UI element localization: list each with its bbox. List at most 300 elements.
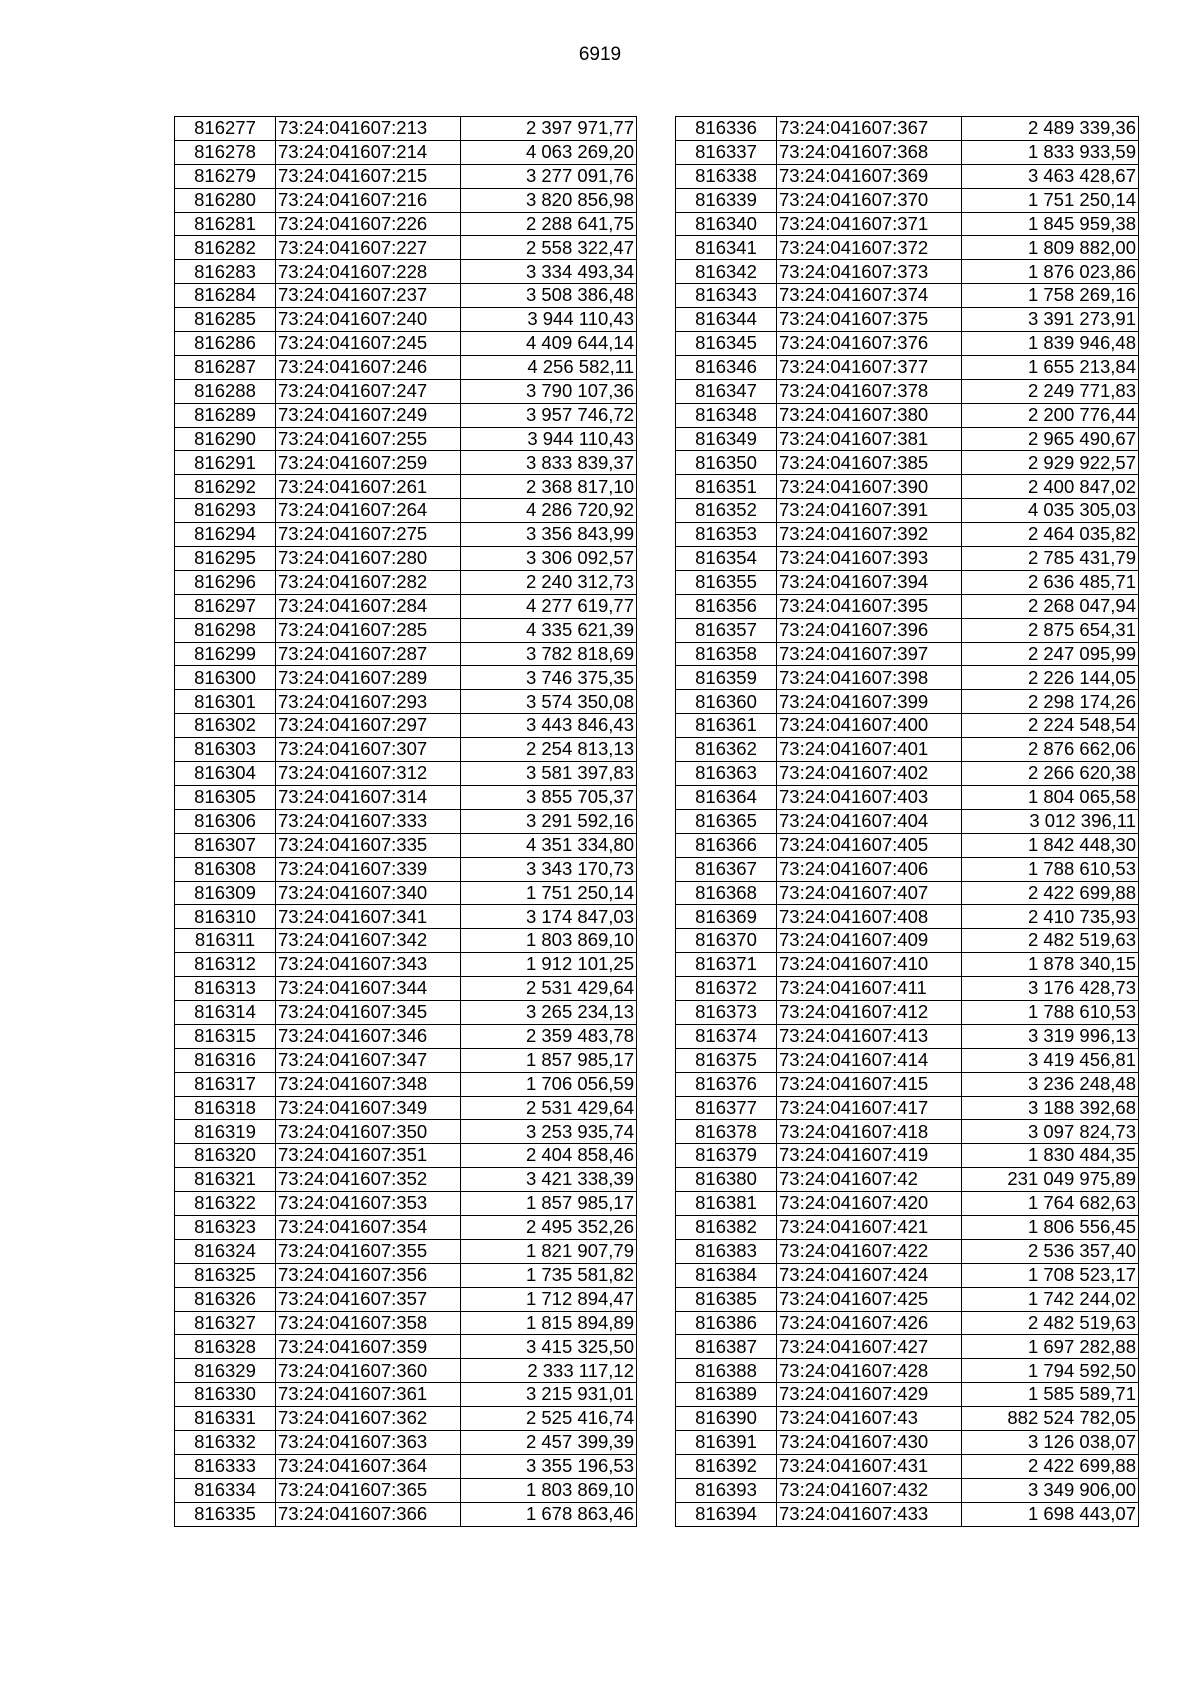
table-row [676, 1239, 1139, 1263]
cell-record-number: 816363 [676, 762, 777, 786]
cell-value: 1 706 056,59 [461, 1072, 637, 1096]
cell-cadastral-number: 73:24:041607:342 [276, 929, 461, 953]
table-row [676, 594, 1139, 618]
table-row [676, 953, 1139, 977]
cell-cadastral-number: 73:24:041607:363 [276, 1430, 461, 1454]
cell-record-number: 816382 [676, 1215, 777, 1239]
cell-record-number: 816314 [175, 1000, 276, 1024]
cell-record-number: 816329 [175, 1359, 276, 1383]
table-row [676, 188, 1139, 212]
cell-value: 3 574 350,08 [461, 690, 637, 714]
cell-cadastral-number: 73:24:041607:347 [276, 1048, 461, 1072]
table-row [175, 499, 637, 523]
cell-cadastral-number: 73:24:041607:255 [276, 427, 461, 451]
cell-value: 3 833 839,37 [461, 451, 637, 475]
cell-value: 1 698 443,07 [962, 1502, 1139, 1526]
cell-value: 3 415 325,50 [461, 1335, 637, 1359]
cell-record-number: 816378 [676, 1120, 777, 1144]
cell-value: 2 457 399,39 [461, 1430, 637, 1454]
table-row [676, 881, 1139, 905]
table-row [676, 690, 1139, 714]
cell-cadastral-number: 73:24:041607:215 [276, 164, 461, 188]
cell-value: 882 524 782,05 [962, 1407, 1139, 1431]
cell-value: 4 035 305,03 [962, 499, 1139, 523]
cell-value: 3 319 996,13 [962, 1024, 1139, 1048]
table-row [676, 1096, 1139, 1120]
cell-record-number: 816359 [676, 666, 777, 690]
table-row [676, 379, 1139, 403]
table-row [175, 117, 637, 141]
table-row [175, 188, 637, 212]
table-row [175, 1335, 637, 1359]
cell-record-number: 816310 [175, 905, 276, 929]
cell-cadastral-number: 73:24:041607:42 [777, 1168, 962, 1192]
cell-record-number: 816313 [175, 977, 276, 1001]
table-row [175, 260, 637, 284]
cell-cadastral-number: 73:24:041607:360 [276, 1359, 461, 1383]
table-left [174, 116, 637, 1527]
cell-value: 3 957 746,72 [461, 403, 637, 427]
table-row [676, 929, 1139, 953]
cell-value: 3 265 234,13 [461, 1000, 637, 1024]
cell-value: 1 697 282,88 [962, 1335, 1139, 1359]
table-row [175, 1287, 637, 1311]
cell-cadastral-number: 73:24:041607:401 [777, 738, 962, 762]
table-row [175, 929, 637, 953]
cell-value: 1 809 882,00 [962, 236, 1139, 260]
cell-record-number: 816361 [676, 714, 777, 738]
cell-cadastral-number: 73:24:041607:264 [276, 499, 461, 523]
cell-cadastral-number: 73:24:041607:429 [777, 1383, 962, 1407]
table-row [175, 284, 637, 308]
table-row [676, 523, 1139, 547]
table-row [676, 1144, 1139, 1168]
cell-cadastral-number: 73:24:041607:400 [777, 714, 962, 738]
cell-cadastral-number: 73:24:041607:428 [777, 1359, 962, 1383]
table-row [676, 1430, 1139, 1454]
table-row [175, 1215, 637, 1239]
cell-cadastral-number: 73:24:041607:392 [777, 523, 962, 547]
cell-record-number: 816319 [175, 1120, 276, 1144]
cell-value: 1 794 592,50 [962, 1359, 1139, 1383]
cell-cadastral-number: 73:24:041607:407 [777, 881, 962, 905]
table-row [676, 1072, 1139, 1096]
table-row [175, 738, 637, 762]
cell-record-number: 816358 [676, 642, 777, 666]
table-row [175, 212, 637, 236]
cell-record-number: 816301 [175, 690, 276, 714]
page-number: 6919 [578, 44, 622, 65]
cell-record-number: 816364 [676, 785, 777, 809]
cell-value: 3 790 107,36 [461, 379, 637, 403]
cell-cadastral-number: 73:24:041607:282 [276, 570, 461, 594]
cell-cadastral-number: 73:24:041607:340 [276, 881, 461, 905]
cell-cadastral-number: 73:24:041607:350 [276, 1120, 461, 1144]
cell-record-number: 816323 [175, 1215, 276, 1239]
cell-record-number: 816387 [676, 1335, 777, 1359]
cell-record-number: 816316 [175, 1048, 276, 1072]
cell-cadastral-number: 73:24:041607:367 [777, 117, 962, 141]
cell-value: 1 815 894,89 [461, 1311, 637, 1335]
table-row [676, 1263, 1139, 1287]
cell-cadastral-number: 73:24:041607:431 [777, 1454, 962, 1478]
cell-value: 1 806 556,45 [962, 1215, 1139, 1239]
cell-cadastral-number: 73:24:041607:432 [777, 1478, 962, 1502]
cell-cadastral-number: 73:24:041607:378 [777, 379, 962, 403]
table-row [175, 857, 637, 881]
cell-cadastral-number: 73:24:041607:357 [276, 1287, 461, 1311]
table-row [676, 1478, 1139, 1502]
table-row [175, 1430, 637, 1454]
cell-record-number: 816300 [175, 666, 276, 690]
cell-record-number: 816285 [175, 308, 276, 332]
table-row [175, 451, 637, 475]
cell-cadastral-number: 73:24:041607:351 [276, 1144, 461, 1168]
table-row [175, 379, 637, 403]
cell-cadastral-number: 73:24:041607:430 [777, 1430, 962, 1454]
cell-value: 3 355 196,53 [461, 1454, 637, 1478]
cell-record-number: 816372 [676, 977, 777, 1001]
cell-value: 2 226 144,05 [962, 666, 1139, 690]
cell-value: 1 803 869,10 [461, 929, 637, 953]
cell-cadastral-number: 73:24:041607:373 [777, 260, 962, 284]
cell-record-number: 816347 [676, 379, 777, 403]
cell-record-number: 816334 [175, 1478, 276, 1502]
cell-value: 1 803 869,10 [461, 1478, 637, 1502]
cell-record-number: 816370 [676, 929, 777, 953]
cell-value: 1 678 863,46 [461, 1502, 637, 1526]
cell-cadastral-number: 73:24:041607:358 [276, 1311, 461, 1335]
cell-value: 2 531 429,64 [461, 977, 637, 1001]
cell-record-number: 816318 [175, 1096, 276, 1120]
table-row [175, 666, 637, 690]
cell-value: 2 929 922,57 [962, 451, 1139, 475]
table-row [175, 1192, 637, 1216]
cell-record-number: 816315 [175, 1024, 276, 1048]
cell-cadastral-number: 73:24:041607:422 [777, 1239, 962, 1263]
cell-record-number: 816368 [676, 881, 777, 905]
cell-record-number: 816280 [175, 188, 276, 212]
table-row [175, 308, 637, 332]
cell-value: 3 291 592,16 [461, 809, 637, 833]
cell-cadastral-number: 73:24:041607:408 [777, 905, 962, 929]
cell-record-number: 816355 [676, 570, 777, 594]
cell-record-number: 816281 [175, 212, 276, 236]
cell-cadastral-number: 73:24:041607:339 [276, 857, 461, 881]
cell-cadastral-number: 73:24:041607:410 [777, 953, 962, 977]
cell-cadastral-number: 73:24:041607:353 [276, 1192, 461, 1216]
cell-record-number: 816290 [175, 427, 276, 451]
cell-record-number: 816339 [676, 188, 777, 212]
cell-cadastral-number: 73:24:041607:344 [276, 977, 461, 1001]
cell-record-number: 816324 [175, 1239, 276, 1263]
cell-cadastral-number: 73:24:041607:369 [777, 164, 962, 188]
cell-record-number: 816283 [175, 260, 276, 284]
cell-record-number: 816330 [175, 1383, 276, 1407]
table-row [676, 905, 1139, 929]
cell-cadastral-number: 73:24:041607:418 [777, 1120, 962, 1144]
cell-value: 2 410 735,93 [962, 905, 1139, 929]
table-row [175, 690, 637, 714]
cell-record-number: 816317 [175, 1072, 276, 1096]
table-row [676, 117, 1139, 141]
cell-cadastral-number: 73:24:041607:397 [777, 642, 962, 666]
cell-record-number: 816302 [175, 714, 276, 738]
cell-record-number: 816282 [175, 236, 276, 260]
cell-cadastral-number: 73:24:041607:419 [777, 1144, 962, 1168]
cell-cadastral-number: 73:24:041607:362 [276, 1407, 461, 1431]
cell-value: 2 359 483,78 [461, 1024, 637, 1048]
cell-value: 1 821 907,79 [461, 1239, 637, 1263]
cell-value: 2 482 519,63 [962, 1311, 1139, 1335]
cell-value: 2 464 035,82 [962, 523, 1139, 547]
table-row [676, 1048, 1139, 1072]
cell-value: 1 764 682,63 [962, 1192, 1139, 1216]
cell-cadastral-number: 73:24:041607:352 [276, 1168, 461, 1192]
table-row [175, 1478, 637, 1502]
cell-record-number: 816309 [175, 881, 276, 905]
cell-cadastral-number: 73:24:041607:427 [777, 1335, 962, 1359]
cell-cadastral-number: 73:24:041607:228 [276, 260, 461, 284]
cell-record-number: 816328 [175, 1335, 276, 1359]
cell-cadastral-number: 73:24:041607:402 [777, 762, 962, 786]
cell-record-number: 816277 [175, 117, 276, 141]
cell-record-number: 816373 [676, 1000, 777, 1024]
cell-value: 2 368 817,10 [461, 475, 637, 499]
cell-cadastral-number: 73:24:041607:425 [777, 1287, 962, 1311]
cell-record-number: 816349 [676, 427, 777, 451]
table-row [175, 762, 637, 786]
cell-value: 3 343 170,73 [461, 857, 637, 881]
cell-record-number: 816375 [676, 1048, 777, 1072]
table-row [175, 594, 637, 618]
cell-cadastral-number: 73:24:041607:361 [276, 1383, 461, 1407]
cell-record-number: 816338 [676, 164, 777, 188]
table-right [675, 116, 1139, 1527]
cell-record-number: 816312 [175, 953, 276, 977]
cell-value: 3 508 386,48 [461, 284, 637, 308]
cell-record-number: 816297 [175, 594, 276, 618]
cell-cadastral-number: 73:24:041607:312 [276, 762, 461, 786]
table-row [175, 475, 637, 499]
table-row [676, 1383, 1139, 1407]
table-row [676, 164, 1139, 188]
cell-value: 4 351 334,80 [461, 833, 637, 857]
table-row [676, 1192, 1139, 1216]
cell-record-number: 816298 [175, 618, 276, 642]
cell-record-number: 816365 [676, 809, 777, 833]
cell-value: 3 356 843,99 [461, 523, 637, 547]
cell-record-number: 816356 [676, 594, 777, 618]
cell-record-number: 816332 [175, 1430, 276, 1454]
cell-record-number: 816287 [175, 355, 276, 379]
cell-record-number: 816305 [175, 785, 276, 809]
cell-value: 2 288 641,75 [461, 212, 637, 236]
table-row [676, 809, 1139, 833]
cell-cadastral-number: 73:24:041607:403 [777, 785, 962, 809]
cell-record-number: 816366 [676, 833, 777, 857]
cell-record-number: 816393 [676, 1478, 777, 1502]
cell-record-number: 816327 [175, 1311, 276, 1335]
cell-value: 2 536 357,40 [962, 1239, 1139, 1263]
table-row [175, 1168, 637, 1192]
cell-value: 3 419 456,81 [962, 1048, 1139, 1072]
cell-record-number: 816383 [676, 1239, 777, 1263]
cell-record-number: 816377 [676, 1096, 777, 1120]
cell-cadastral-number: 73:24:041607:399 [777, 690, 962, 714]
cell-record-number: 816341 [676, 236, 777, 260]
cell-value: 1 742 244,02 [962, 1287, 1139, 1311]
cell-record-number: 816279 [175, 164, 276, 188]
cell-cadastral-number: 73:24:041607:365 [276, 1478, 461, 1502]
cell-record-number: 816381 [676, 1192, 777, 1216]
cell-cadastral-number: 73:24:041607:246 [276, 355, 461, 379]
cell-record-number: 816322 [175, 1192, 276, 1216]
cell-value: 3 463 428,67 [962, 164, 1139, 188]
cell-cadastral-number: 73:24:041607:371 [777, 212, 962, 236]
table-row [676, 403, 1139, 427]
cell-value: 3 820 856,98 [461, 188, 637, 212]
cell-cadastral-number: 73:24:041607:261 [276, 475, 461, 499]
table-row [175, 833, 637, 857]
cell-cadastral-number: 73:24:041607:213 [276, 117, 461, 141]
cell-value: 3 746 375,35 [461, 666, 637, 690]
cell-cadastral-number: 73:24:041607:411 [777, 977, 962, 1001]
cell-record-number: 816354 [676, 547, 777, 571]
cell-value: 4 063 269,20 [461, 140, 637, 164]
cell-value: 2 495 352,26 [461, 1215, 637, 1239]
cell-record-number: 816379 [676, 1144, 777, 1168]
cell-cadastral-number: 73:24:041607:376 [777, 332, 962, 356]
cell-value: 1 839 946,48 [962, 332, 1139, 356]
cell-cadastral-number: 73:24:041607:412 [777, 1000, 962, 1024]
cell-record-number: 816331 [175, 1407, 276, 1431]
cell-value: 1 876 023,86 [962, 260, 1139, 284]
table-row [676, 618, 1139, 642]
cell-cadastral-number: 73:24:041607:349 [276, 1096, 461, 1120]
cell-record-number: 816321 [175, 1168, 276, 1192]
cell-value: 1 712 894,47 [461, 1287, 637, 1311]
cell-record-number: 816326 [175, 1287, 276, 1311]
cell-cadastral-number: 73:24:041607:343 [276, 953, 461, 977]
table-row [175, 1072, 637, 1096]
cell-cadastral-number: 73:24:041607:355 [276, 1239, 461, 1263]
table-row [676, 1359, 1139, 1383]
table-row [676, 547, 1139, 571]
cell-record-number: 816337 [676, 140, 777, 164]
table-row [676, 284, 1139, 308]
cell-value: 3 176 428,73 [962, 977, 1139, 1001]
cell-record-number: 816367 [676, 857, 777, 881]
table-row [676, 857, 1139, 881]
table-row [676, 1311, 1139, 1335]
cell-cadastral-number: 73:24:041607:226 [276, 212, 461, 236]
table-row [175, 1454, 637, 1478]
table-row [175, 977, 637, 1001]
cell-cadastral-number: 73:24:041607:414 [777, 1048, 962, 1072]
cell-value: 3 188 392,68 [962, 1096, 1139, 1120]
cell-record-number: 816351 [676, 475, 777, 499]
table-row [175, 140, 637, 164]
cell-value: 2 636 485,71 [962, 570, 1139, 594]
table-row [676, 1407, 1139, 1431]
cell-record-number: 816357 [676, 618, 777, 642]
cell-cadastral-number: 73:24:041607:381 [777, 427, 962, 451]
cell-record-number: 816390 [676, 1407, 777, 1431]
table-row [676, 1287, 1139, 1311]
cell-value: 3 782 818,69 [461, 642, 637, 666]
cell-record-number: 816353 [676, 523, 777, 547]
cell-cadastral-number: 73:24:041607:275 [276, 523, 461, 547]
cell-cadastral-number: 73:24:041607:284 [276, 594, 461, 618]
cell-value: 1 833 933,59 [962, 140, 1139, 164]
cell-record-number: 816346 [676, 355, 777, 379]
cell-value: 2 400 847,02 [962, 475, 1139, 499]
table-row [175, 1383, 637, 1407]
cell-cadastral-number: 73:24:041607:413 [777, 1024, 962, 1048]
cell-value: 3 334 493,34 [461, 260, 637, 284]
cell-value: 2 268 047,94 [962, 594, 1139, 618]
cell-value: 1 845 959,38 [962, 212, 1139, 236]
table-row [175, 1359, 637, 1383]
cell-record-number: 816278 [175, 140, 276, 164]
cell-value: 3 306 092,57 [461, 547, 637, 571]
cell-cadastral-number: 73:24:041607:420 [777, 1192, 962, 1216]
table-row [676, 308, 1139, 332]
table-row [676, 451, 1139, 475]
cell-record-number: 816369 [676, 905, 777, 929]
table-row [676, 140, 1139, 164]
cell-cadastral-number: 73:24:041607:368 [777, 140, 962, 164]
cell-value: 2 254 813,13 [461, 738, 637, 762]
table-row [676, 1502, 1139, 1526]
cell-cadastral-number: 73:24:041607:214 [276, 140, 461, 164]
cell-cadastral-number: 73:24:041607:398 [777, 666, 962, 690]
cell-record-number: 816296 [175, 570, 276, 594]
table-row [175, 570, 637, 594]
cell-value: 1 788 610,53 [962, 1000, 1139, 1024]
cell-cadastral-number: 73:24:041607:237 [276, 284, 461, 308]
cell-cadastral-number: 73:24:041607:314 [276, 785, 461, 809]
table-row [676, 714, 1139, 738]
table-row [175, 1048, 637, 1072]
cell-value: 3 277 091,76 [461, 164, 637, 188]
table-row [175, 403, 637, 427]
cell-record-number: 816392 [676, 1454, 777, 1478]
table-row [175, 427, 637, 451]
cell-record-number: 816342 [676, 260, 777, 284]
table-row [175, 1239, 637, 1263]
cell-value: 2 266 620,38 [962, 762, 1139, 786]
cell-cadastral-number: 73:24:041607:341 [276, 905, 461, 929]
table-row [175, 1120, 637, 1144]
table-row [676, 1168, 1139, 1192]
cell-cadastral-number: 73:24:041607:380 [777, 403, 962, 427]
cell-cadastral-number: 73:24:041607:417 [777, 1096, 962, 1120]
cell-record-number: 816376 [676, 1072, 777, 1096]
cell-cadastral-number: 73:24:041607:433 [777, 1502, 962, 1526]
cell-record-number: 816284 [175, 284, 276, 308]
cell-cadastral-number: 73:24:041607:377 [777, 355, 962, 379]
table-row [676, 212, 1139, 236]
cell-value: 2 249 771,83 [962, 379, 1139, 403]
cell-value: 4 256 582,11 [461, 355, 637, 379]
table-row [175, 332, 637, 356]
cell-record-number: 816343 [676, 284, 777, 308]
cell-value: 2 404 858,46 [461, 1144, 637, 1168]
table-row [676, 475, 1139, 499]
table-row [676, 236, 1139, 260]
